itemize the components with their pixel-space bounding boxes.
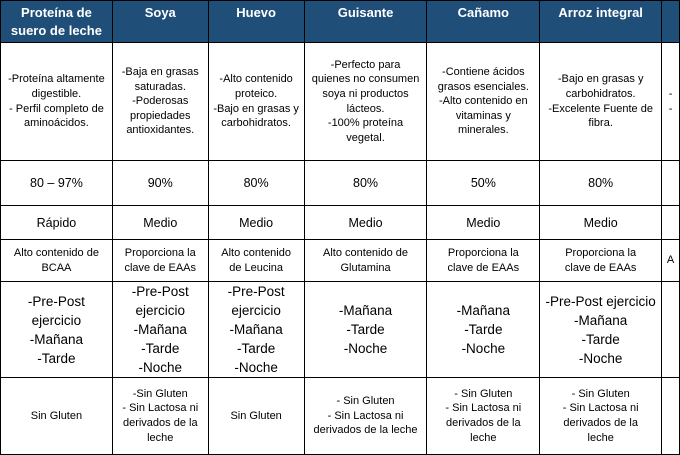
cell-text-line: grasos esenciales. [437,80,529,93]
cell-text-line: BCAA [41,261,72,274]
cell-absorcion-brown-rice [540,161,662,206]
cell-absorcion-hemp [427,161,540,206]
table-row [1,43,680,161]
cell-text-line: ejercicio [135,303,186,318]
header-cell-egg: Huevo [208,1,304,43]
cell-text-line: - Sin Gluten [336,395,395,408]
cell-text-line: Proporciona la [124,246,196,259]
cell-text-line: -Tarde [464,322,503,337]
header-cell-cut-off [662,1,680,43]
cell-text-line: A [666,254,675,267]
cell-beneficios-pea [304,43,427,161]
cell-momento-pea [304,282,427,378]
header-cell-hemp: Cañamo [427,1,540,43]
cell-text-line: -Baja en grasas [121,66,199,79]
cell-text-line: clave de EAAs [447,261,520,274]
cell-text-line: - Sin Gluten [571,387,630,400]
table-row [1,161,680,206]
cell-text-line: - Sin Lactosa ni [327,409,404,422]
cell-beneficios-egg [208,43,304,161]
cell-text-line: lácteos. [346,102,385,115]
cell-text-line: -Pre-Post [227,284,285,299]
cell-text-line: fibra. [588,117,613,130]
cell-text-line: -Mañana [133,322,187,337]
cell-text-line: -100% proteína [327,117,404,130]
cell-digestion-whey [1,206,113,240]
cell-text-line: - Sin Lactosa ni [445,402,522,415]
cell-momento-soy [112,282,208,378]
cell-text-line: -Tarde [581,331,620,347]
cell-text-line: -Tarde [346,322,385,337]
cell-text-line: - Sin Lactosa ni [562,402,639,415]
cell-text-line: -Sin Gluten [132,387,188,400]
table-row [1,282,680,378]
cell-text-line: -Mañana [229,322,283,337]
cell-digestion-egg [208,206,304,240]
cell-digestion-cut-off [662,206,680,240]
cell-text-line: 80% [353,176,379,190]
cell-text-line: -Pre-Post [27,293,85,309]
cell-text-line: Glutamina [340,261,391,274]
cell-text-line: - [668,87,673,100]
cell-text-line: vitaminas y [455,109,511,122]
cell-beneficios-soy [112,43,208,161]
cell-text-line: Medio [583,215,618,230]
cell-absorcion-cut-off [662,161,680,206]
cell-text-line: -Pre-Post ejercicio [545,293,656,309]
cell-text-line: proteico. [235,87,278,100]
header-cell-brown-rice: Arroz integral [540,1,662,43]
cell-text-line: -Alto contenido [219,73,293,86]
cell-alergenos-egg [208,378,304,455]
cell-text-line: Medio [348,215,383,230]
cell-momento-hemp [427,282,540,378]
cell-text-line: - Sin Lactosa ni [122,402,199,415]
cell-text-line: Sin Gluten [30,409,83,422]
cell-text-line: derivados de la leche [313,424,418,437]
cell-text-line: vegetal. [346,131,385,144]
cell-text-line: saturadas. [134,80,186,93]
cell-beneficios-whey [1,43,113,161]
table-row [1,378,680,455]
cell-text-line: -Noche [234,360,278,375]
cell-text-line: - Perfil completo de [9,102,104,115]
cell-text-line: digestible. [31,87,82,100]
cell-digestion-hemp [427,206,540,240]
table-row [1,240,680,282]
cell-text-line: -Noche [343,341,388,356]
cell-text-line: Alto contenido [221,246,291,259]
cell-text-line: 80% [243,176,269,190]
cell-alergenos-whey [1,378,113,455]
cell-text-line: -Mañana [29,331,84,347]
cell-text-line: -Contiene ácidos [442,66,525,79]
cell-text-line: carbohidratos. [565,87,636,100]
cell-text-line: Rápido [36,215,77,230]
cell-text-line: -Alto contenido en [438,95,528,108]
cell-text-line: carbohidratos. [221,117,291,130]
cell-text-line: Alto contenido de [323,246,409,259]
cell-beneficios-hemp [427,43,540,161]
cell-text-line: -Noche [578,350,623,366]
cell-text-line: -Tarde [236,341,276,356]
cell-absorcion-egg [208,161,304,206]
cell-aminoacidos-brown-rice [540,240,662,282]
cell-text-line: derivados de la [563,417,638,429]
cell-text-line: 80% [588,176,614,190]
cell-text-line: de Leucina [229,261,284,274]
cell-momento-brown-rice [540,282,662,378]
cell-text-line: propiedades [129,109,191,122]
cell-text-line: -Bajo en grasas y [557,73,644,86]
cell-aminoacidos-soy [112,240,208,282]
cell-text-line: Proporciona la [565,246,637,259]
cell-aminoacidos-pea [304,240,427,282]
cell-text-line: antioxidantes. [126,124,195,137]
cell-text-line: derivados de la [446,417,521,429]
cell-text-line: aminoácidos. [24,117,89,130]
cell-text-line: Medio [466,215,501,230]
cell-text-line: minerales. [457,124,509,137]
cell-text-line: clave de EAAs [564,261,637,274]
cell-text-line: derivados de la [122,417,198,429]
cell-digestion-brown-rice [540,206,662,240]
cell-text-line: Medio [239,215,274,230]
cell-text-line: leche [147,431,174,444]
cell-text-line: 80 – 97% [30,176,83,190]
cell-text-line: clave de EAAs [124,261,197,274]
cell-alergenos-hemp [427,378,540,455]
cell-text-line: quienes no consumen [311,73,420,86]
cell-digestion-soy [112,206,208,240]
header-cell-soy: Soya [112,1,208,43]
cell-text-line: -Pre-Post [131,284,189,299]
cell-text-line: -Mañana [338,303,393,318]
cell-text-line: - [668,102,673,115]
cell-text-line: 90% [147,176,173,190]
cell-text-line: -Noche [461,341,506,356]
cell-text-line: -Tarde [141,341,180,356]
cell-text-line: -Perfecto para [330,58,401,71]
cell-text-line: ejercicio [231,303,281,318]
cell-momento-cut-off [662,282,680,378]
cell-text-line: Proporciona la [447,246,519,259]
cell-absorcion-whey [1,161,113,206]
cell-text-line: ejercicio [31,312,82,328]
cell-text-line: soya ni productos [322,87,409,100]
header-cell-pea: Guisante [304,1,427,43]
cell-text-line: -Mañana [574,312,628,328]
cell-alergenos-brown-rice [540,378,662,455]
cell-text-line: leche [470,431,497,444]
cell-text-line: Alto contenido de [13,246,99,259]
cell-text-line: 50% [470,176,496,190]
cell-aminoacidos-hemp [427,240,540,282]
header-cell-whey: Proteína de suero de leche [1,1,113,43]
cell-alergenos-cut-off [662,378,680,455]
cell-text-line: -Proteína altamente [8,73,105,86]
header-row [1,1,680,43]
cell-alergenos-soy [112,378,208,455]
cell-aminoacidos-whey [1,240,113,282]
cell-absorcion-pea [304,161,427,206]
cell-text-line: - Sin Gluten [454,387,513,400]
cell-text-line: -Tarde [37,350,76,366]
cell-beneficios-brown-rice [540,43,662,161]
cell-text-line: Sin Gluten [230,409,282,422]
cell-momento-whey [1,282,113,378]
cell-digestion-pea [304,206,427,240]
cell-text-line: -Excelente Fuente de [548,102,653,115]
cell-alergenos-pea [304,378,427,455]
cell-text-line: -Noche [138,360,183,375]
cell-text-line: leche [587,431,614,444]
cell-aminoacidos-cut-off [662,240,680,282]
cell-text-line: Medio [143,215,178,230]
cell-momento-egg [208,282,304,378]
table-row [1,206,680,240]
cell-text-line: -Mañana [456,303,510,318]
cell-text-line: -Poderosas [132,95,189,108]
cell-aminoacidos-egg [208,240,304,282]
cell-absorcion-soy [112,161,208,206]
cell-beneficios-cut-off [662,43,680,161]
cell-text-line: -Bajo en grasas y [213,102,299,115]
